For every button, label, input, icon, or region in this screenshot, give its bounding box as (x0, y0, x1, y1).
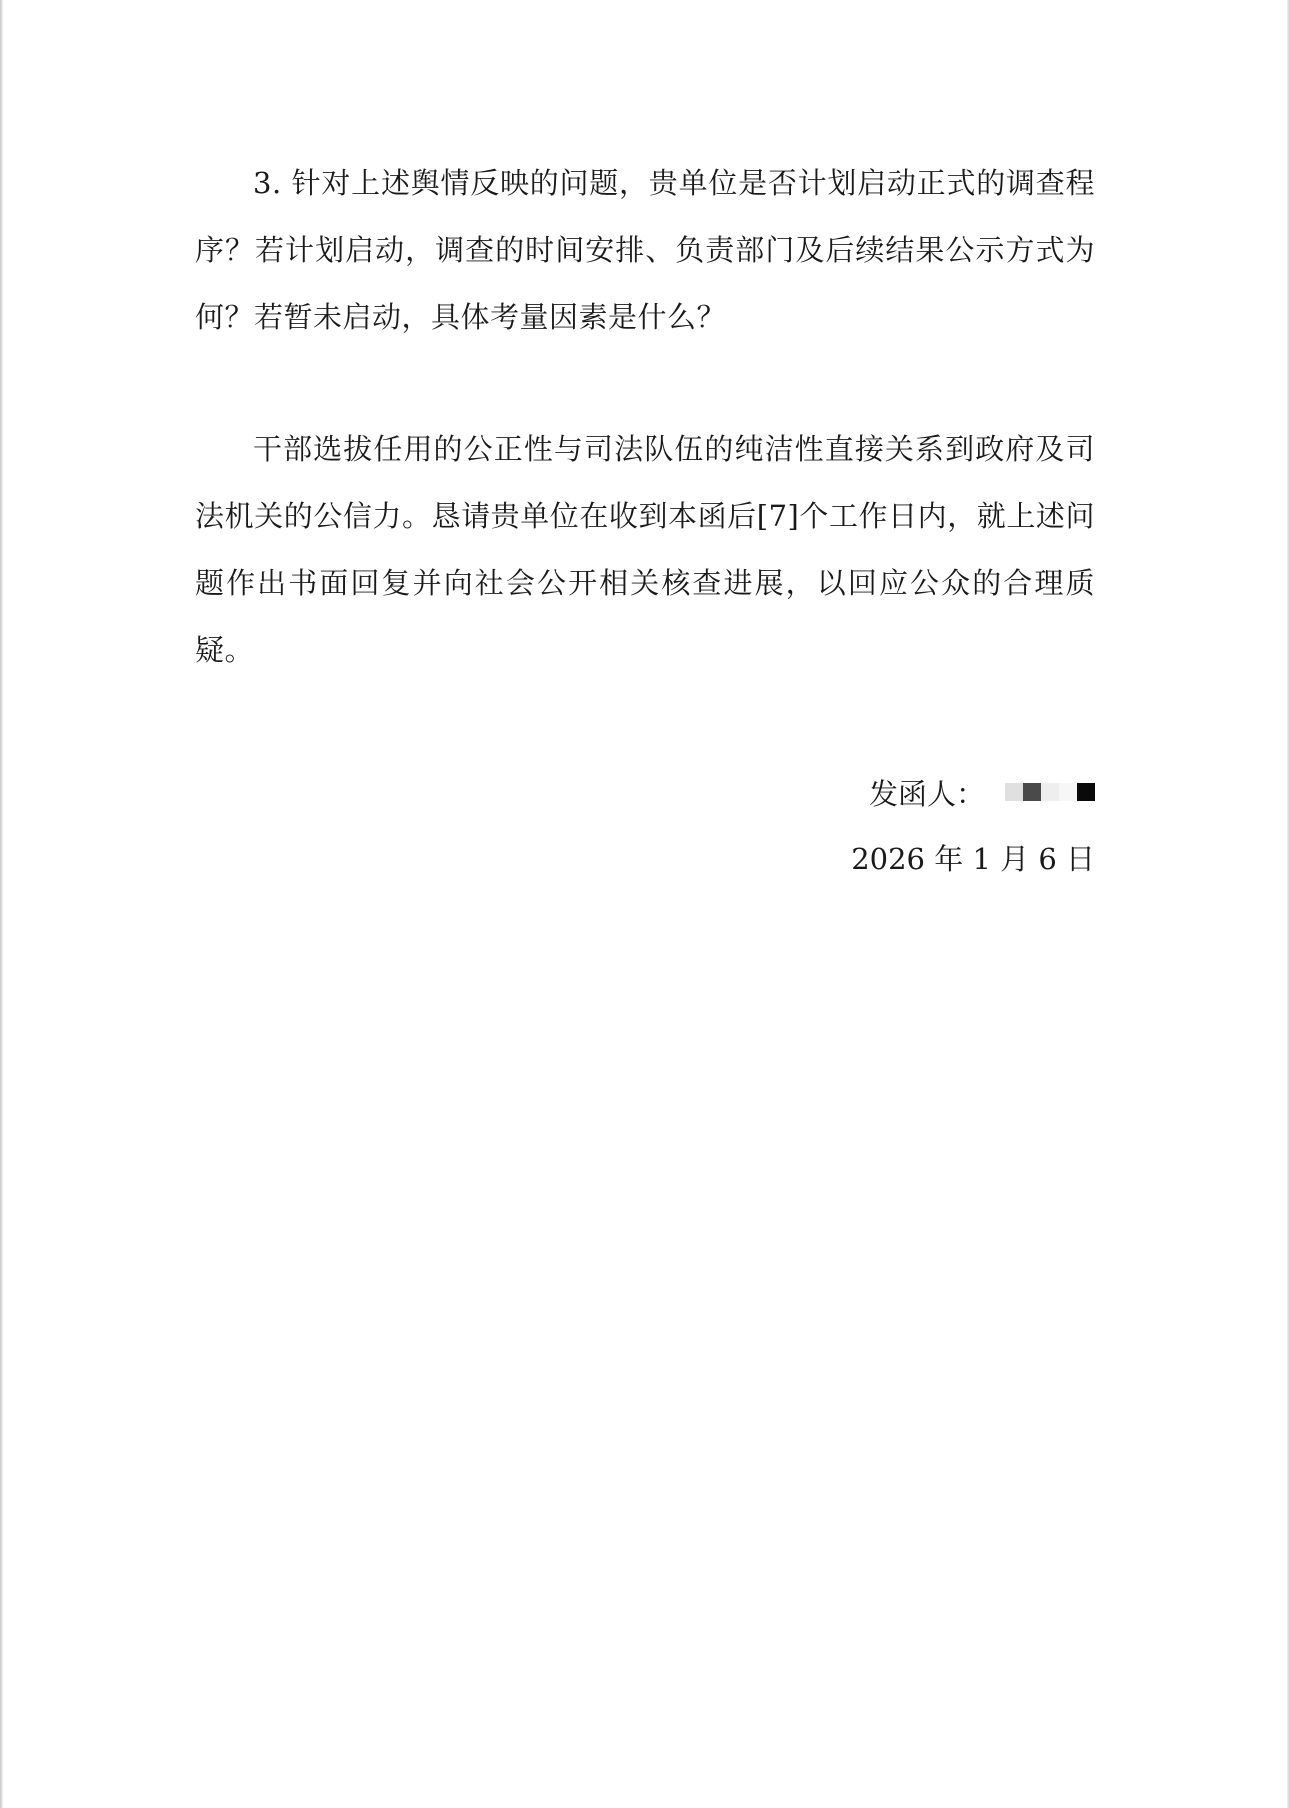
redaction-block (1005, 783, 1023, 801)
redaction-block (1023, 783, 1041, 801)
sender-label: 发函人： (868, 776, 985, 811)
sender-line (851, 762, 1095, 822)
page-edge-left (0, 0, 3, 1808)
redaction-block (1041, 783, 1059, 801)
letter-body (195, 150, 1095, 684)
redaction-block (1059, 783, 1077, 801)
redaction-block (1077, 783, 1095, 801)
redacted-sender-name (1005, 782, 1095, 802)
signature-block (851, 762, 1095, 889)
letter-date: 2026 年 1 月 6 日 (851, 842, 1095, 876)
paragraph-closing: 干部选拔任用的公正性与司法队伍的纯洁性直接关系到政府及司法机关的公信力。恳请贵单位在收到本函后[7]个工作日内，就上述问题作出书面回复并向社会公开相关核查进展，以回应公众的合理质疑。 (195, 432, 1095, 667)
paragraph-question-3: 3. 针对上述舆情反映的问题，贵单位是否计划启动正式的调查程序？若计划启动，调查的时间安排、负责部门及后续结果公示方式为何？若暂未启动，具体考量因素是什么？ (195, 166, 1095, 334)
